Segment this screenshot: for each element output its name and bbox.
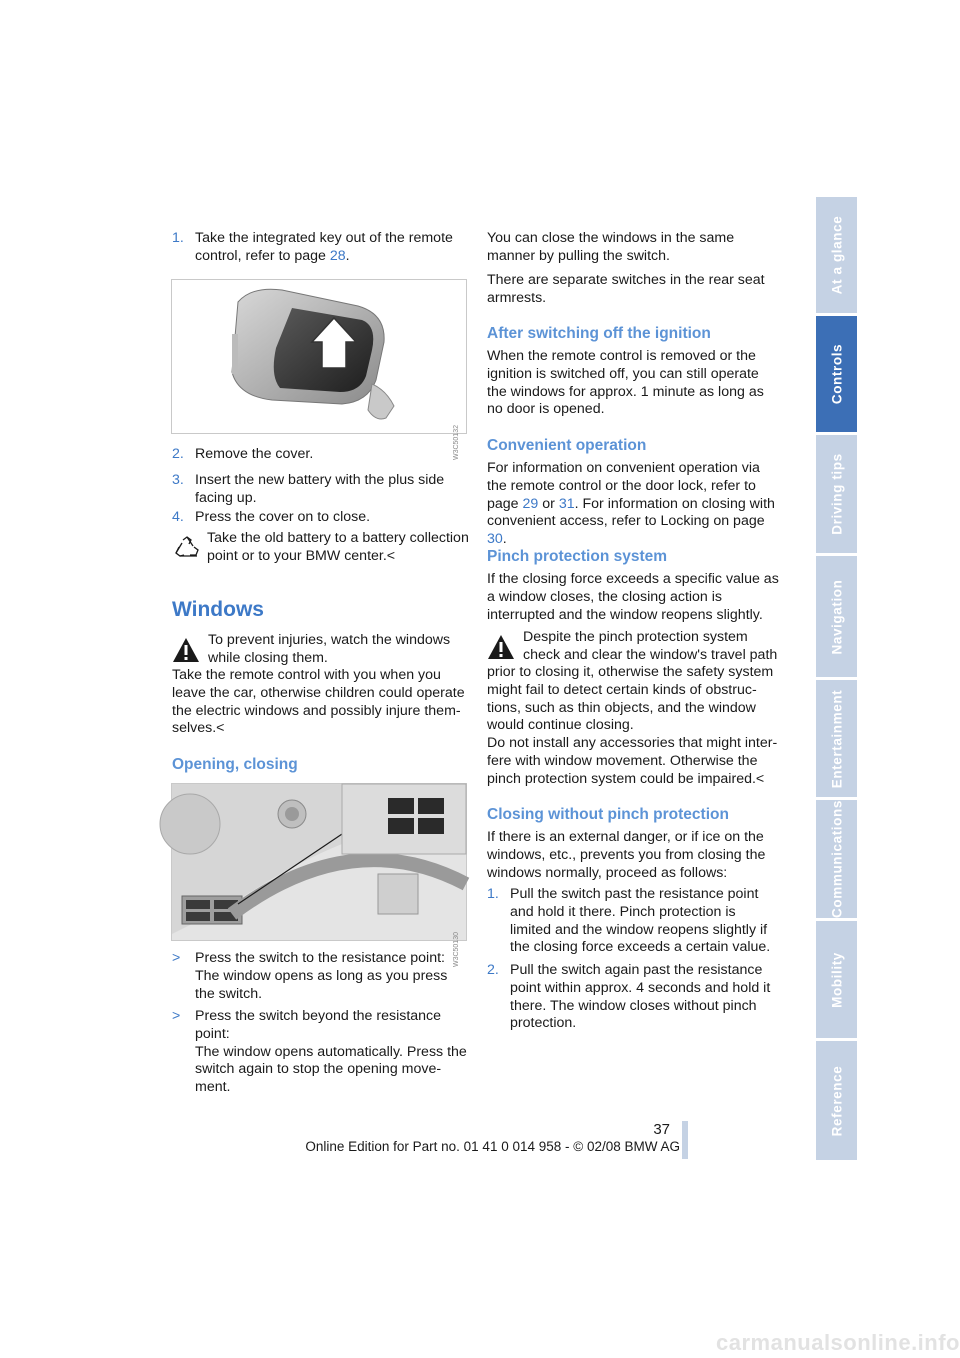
window-switch-image — [172, 784, 466, 940]
closing-without-pinch-heading: Closing without pinch protection — [487, 806, 729, 823]
step-number: 1. — [172, 230, 184, 246]
page-link-29[interactable]: 29 — [522, 495, 539, 512]
pinch-warning: Despite the pinch protection system check and clear the window's travel path — [523, 629, 778, 663]
warning-icon — [172, 637, 200, 663]
tab-mobility[interactable]: Mobility — [816, 921, 857, 1038]
figure-code: W3C50130 — [453, 932, 460, 968]
step-text: Take the integrated key out of the remote control, refer to page — [195, 230, 453, 264]
key-fob-image — [172, 280, 466, 433]
chapter-tabs — [816, 197, 857, 1160]
paragraph-rear-switches: There are separate switches in the rear seat armrests. — [487, 272, 765, 306]
tab-entertainment[interactable]: Entertainment — [816, 680, 857, 797]
page-number: 37 — [653, 1121, 670, 1138]
after-ignition-text: When the remote control is removed or the ignition is switched off, you can still operate the windows for approx. 1 minute as long as no door is opened. — [487, 348, 764, 418]
tab-at-a-glance[interactable]: At a glance — [816, 197, 857, 313]
page-link-28[interactable]: 28 — [329, 247, 346, 264]
recycle-icon — [172, 535, 202, 565]
tab-communications[interactable]: Communications — [816, 800, 857, 918]
paragraph-close-windows: You can close the windows in the same manner by pulling the switch. — [487, 230, 735, 264]
key-fob-illustration — [171, 279, 467, 461]
pinch-protection-heading: Pinch protection system — [487, 548, 668, 565]
recycle-note: Take the old battery to a battery collection point or to your BMW center.< — [207, 530, 469, 564]
page-link-31[interactable]: 31 — [558, 495, 575, 512]
opening-closing-heading: Opening, closing — [172, 756, 298, 773]
convenient-operation-text: For information on convenient operation via the remote control or the door lock, refer to page 29 or 31. For information on closing with convenient access, refer to Locking on page 30. — [487, 460, 775, 548]
figure-code: W3C50132 — [453, 425, 460, 461]
pinch-warning-accessories: Do not install any accessories that might interfere with window movement. Otherwise the pinch protection system could be impaired.< — [487, 735, 778, 787]
windows-warning-continued: Take the remote control with you when you leave the car, otherwise children could operate the electric windows and possibly injure themselves.< — [172, 667, 465, 737]
windows-warning: To prevent injuries, watch the windows while closing them. — [208, 632, 451, 666]
footer-marker — [682, 1121, 688, 1159]
tab-reference[interactable]: Reference — [816, 1041, 857, 1160]
pinch-protection-text: If the closing force exceeds a specific value as a window closes, the closing action is interrupted and the window reopens slightly. — [487, 571, 779, 623]
tab-navigation[interactable]: Navigation — [816, 556, 857, 677]
window-switch-illustration — [171, 783, 467, 968]
tab-controls[interactable]: Controls — [816, 316, 857, 432]
tab-driving-tips[interactable]: Driving tips — [816, 435, 857, 553]
pinch-warning-continued: prior to closing it, otherwise the safety system might fail to detect certain kinds of obstructions, such as thin objects, and the window would continue closing. — [487, 664, 774, 734]
convenient-operation-heading: Convenient operation — [487, 437, 647, 454]
edition-footer: Online Edition for Part no. 01 41 0 014 958 - © 02/08 BMW AG — [305, 1139, 680, 1154]
after-ignition-heading: After switching off the ignition — [487, 325, 711, 342]
page-link-30[interactable]: 30 — [487, 531, 503, 548]
closing-without-pinch-text: If there is an external danger, or if ice on the windows, etc., prevents you from closing the windows normally, proceed as follows: — [487, 829, 766, 881]
windows-heading: Windows — [172, 598, 264, 621]
watermark: carmanualsonline.info — [716, 1330, 960, 1355]
warning-icon — [487, 634, 515, 660]
